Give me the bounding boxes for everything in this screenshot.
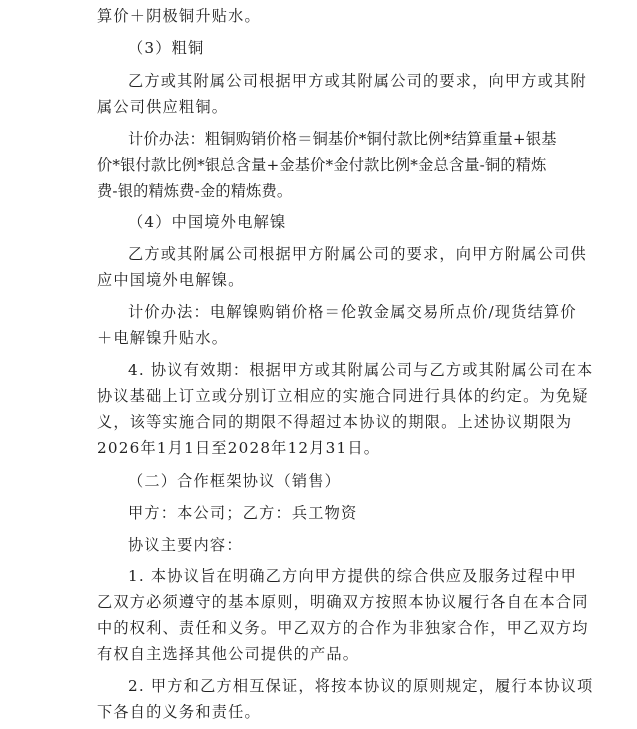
text-line: 计价办法：电解镍购销价格＝伦敦金属交易所点价/现货结算价: [128, 303, 577, 321]
text-line: 价*银付款比例*银总含量+金基价*金付款比例*金总含量-铜的精炼: [97, 156, 547, 174]
text-line: 有权自主选择其他公司提供的产品。: [97, 645, 360, 663]
text-line: 属公司供应粗铜。: [97, 98, 229, 116]
section-heading-sales-agreement: （二）合作框架协议（销售）: [128, 472, 342, 490]
text-line: 协议主要内容：: [128, 536, 243, 554]
text-line: 甲方：本公司；乙方：兵工物资: [128, 504, 358, 522]
text-line: 应中国境外电解镍。: [97, 271, 245, 289]
text-line: 义，该等实施合同的期限不得超过本协议的期限。上述协议期限为: [97, 413, 573, 431]
text-line: 费-银的精炼费-金的精炼费。: [97, 182, 293, 200]
section-heading-crude-copper: （3）粗铜: [128, 39, 205, 57]
text-line: 4. 协议有效期：根据甲方或其附属公司与乙方或其附属公司在本: [128, 361, 594, 379]
text-line: 乙方或其附属公司根据甲方附属公司的要求，向甲方附属公司供: [128, 245, 587, 263]
text-line: 中的权利、责任和义务。甲乙双方的合作为非独家合作，甲乙双方均: [97, 619, 589, 637]
text-line: 算价＋阴极铜升贴水。: [97, 7, 261, 25]
text-line: 2. 甲方和乙方相互保证，将按本协议的原则规定，履行本协议项: [128, 677, 594, 695]
text-line: 下各自的义务和责任。: [97, 703, 261, 721]
text-line: 乙双方必须遵守的基本原则，明确双方按照本协议履行各自在本合同: [97, 593, 589, 611]
text-line: 1. 本协议旨在明确乙方向甲方提供的综合供应及服务过程中甲: [128, 567, 577, 585]
text-line: ＋电解镍升贴水。: [97, 329, 229, 347]
text-line: 乙方或其附属公司根据甲方或其附属公司的要求，向甲方或其附: [128, 72, 587, 90]
text-line: 计价办法：粗铜购销价格＝铜基价*铜付款比例*结算重量+银基: [128, 130, 557, 148]
text-line: 协议基础上订立或分别订立相应的实施合同进行具体的约定。为免疑: [97, 387, 589, 405]
section-heading-overseas-nickel: （4）中国境外电解镍: [128, 213, 287, 231]
text-line: 2026年1月1日至2028年12月31日。: [97, 439, 381, 457]
